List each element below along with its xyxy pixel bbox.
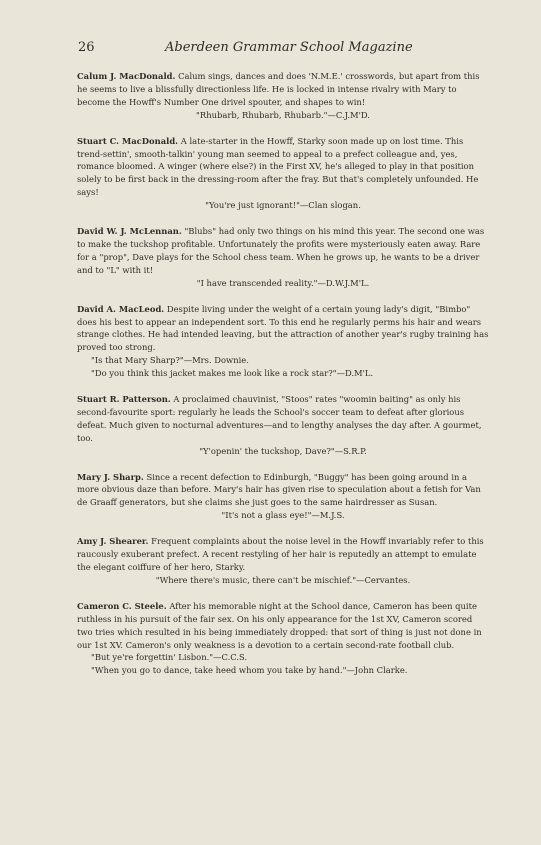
entry-quote: "When you go to dance, take heed whom you take by hand."—John Clarke. <box>91 665 408 676</box>
entry-text <box>77 535 489 574</box>
entry-text <box>77 135 489 200</box>
entry-name: David W. J. McLennan. <box>77 226 182 237</box>
entry-name: David A. MacLeod. <box>77 303 165 314</box>
entry <box>77 135 489 212</box>
entry-name: Cameron C. Steele. <box>77 600 167 611</box>
entry <box>77 535 489 587</box>
entry-body: After his memorable night at the School dance, Cameron has been quite ruthless in his pursuit of the fair sex. On his only appearance for the 1st XV, Cameron scored two tries which resulted in his being immediately dropped: that sort of thing is just not done in our 1st XV. Cameron's only weakness is a devotion to a certain second-rate football club. <box>77 600 482 650</box>
entry-text <box>77 70 489 109</box>
entry <box>77 225 489 290</box>
entry-body: A proclaimed chauvinist, "Stoos" rates "woomin baiting" as only his second-favourite sport: regularly he leads the School's soccer team to defeat after glorious defeat. Much given to nocturnal adventures—and to lengthy analyses the day after. A gourmet, too. <box>77 394 482 443</box>
entry-quote: "You're just ignorant!"—Clan slogan. <box>205 200 361 211</box>
entry-body: Calum sings, dances and does 'N.M.E.' crosswords, but apart from this he seems to live a blissfully directionless life. He is locked in intense rivalry with Mary to become the Howff's Number One drivel spouter, and shapes to win! <box>77 71 480 107</box>
entry-quote: "Do you think this jacket makes me look like a rock star?"—D.M'L. <box>91 368 374 379</box>
entry <box>77 70 489 122</box>
entry-quote: "I have transcended reality."—D.W.J.M'L. <box>196 277 370 288</box>
entry-body: "Blubs" had only two things on his mind this year. The second one was to make the tuckshop profitable. Unfortunately the profits were mysteriously eaten away. Rare for a "prop", Dave plays for the School chess team. When he grows up, he wants to be a driver and to "L" with it! <box>77 226 485 275</box>
entry-name: Amy J. Shearer. <box>77 536 149 547</box>
running-title: Aberdeen Grammar School Magazine <box>165 40 413 55</box>
entry <box>77 600 489 677</box>
entry <box>77 303 489 380</box>
entry-body: Despite living under the weight of a certain young lady's digit, "Bimbo" does his best to appear an independent sort. To this end he regularly perms his hair and wears strange clothes. He had intended leaving, but the attraction of another year's rugby training has proved too strong. <box>77 303 489 353</box>
entry-name: Calum J. MacDonald. <box>77 71 176 81</box>
entry-quote: "Is that Mary Sharp?"—Mrs. Downie. <box>91 355 249 366</box>
entry-text <box>77 303 489 355</box>
entry-name: Stuart C. MacDonald. <box>77 135 179 146</box>
entry-text <box>77 471 489 510</box>
entry-body: Since a recent defection to Edinburgh, "Buggy" has been going around in a more obvious daze than before. Mary's hair has given rise to speculation about a fetish for Van de Graaff generators, but she claims she just goes to the same hairdresser as Susan. <box>77 471 481 508</box>
entry-quote: "Rhubarb, Rhubarb, Rhubarb."—C.J.M'D. <box>196 109 370 120</box>
page-header <box>0 40 541 60</box>
entry-quote: "It's not a glass eye!"—M.J.S. <box>221 510 345 521</box>
entry-text <box>77 393 489 445</box>
entry <box>77 393 489 458</box>
entry-body: A late-starter in the Howff, Starky soon made up on lost time. This trend-settin', smooth-talkin' young man seemed to appeal to a prefect colleague and, yes, romance bloomed. A winger (where else?) in the First XV, he's alleged to play in that position solely to be first back in the dressing-room after the fray. But that's completely unfounded. He says! <box>77 135 479 198</box>
entry-text <box>77 600 489 652</box>
entry-body: Frequent complaints about the noise level in the Howff invariably refer to this raucously exuberant prefect. A recent restyling of her hair is reputedly an attempt to emulate the elegant coiffure of her hero, Starky. <box>77 536 484 572</box>
entry <box>77 471 489 523</box>
entry-quote: "Y'openin' the tuckshop, Dave?"—S.R.P. <box>199 445 367 456</box>
entry-text <box>77 225 489 277</box>
page-number: 26 <box>78 40 95 55</box>
entry-quote: "But ye're forgettin' Lisbon."—C.C.S. <box>91 652 248 663</box>
entry-name: Stuart R. Patterson. <box>77 394 171 405</box>
entry-name: Mary J. Sharp. <box>77 471 144 482</box>
entry-quote: "Where there's music, there can't be mischief."—Cervantes. <box>155 574 411 585</box>
entries-list <box>77 70 489 690</box>
